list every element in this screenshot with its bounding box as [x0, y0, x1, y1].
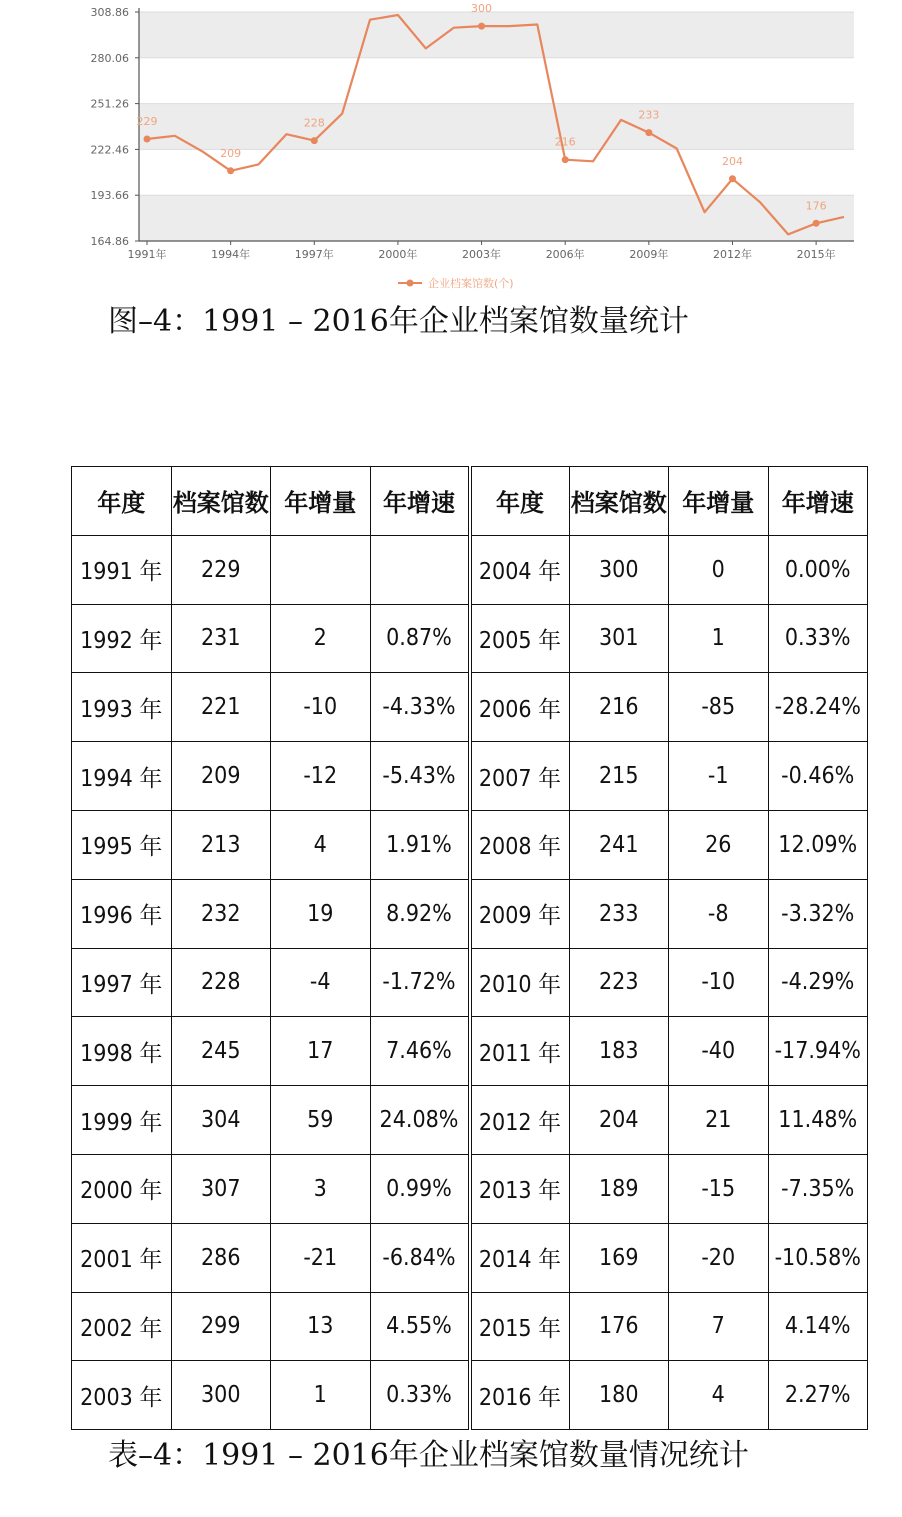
data-point: [144, 135, 151, 142]
table-cell: 215: [569, 742, 669, 811]
table-cell: 2004 年: [470, 535, 570, 604]
table-cell: 8.92%: [370, 879, 470, 948]
table-cell: 304: [171, 1086, 271, 1155]
table-cell: 0.00%: [768, 535, 868, 604]
table-cell: 19: [271, 879, 371, 948]
table-cell: 2012 年: [470, 1086, 570, 1155]
table-cell: 1998 年: [72, 1017, 172, 1086]
table-cell: 2014 年: [470, 1223, 570, 1292]
table-cell: 180: [569, 1361, 669, 1430]
x-tick-label: 2006年: [545, 248, 585, 261]
table-cell: -10: [669, 948, 769, 1017]
table-cell: 241: [569, 810, 669, 879]
table-row: [72, 1361, 868, 1430]
table-cell: -7.35%: [768, 1154, 868, 1223]
grid-band: [139, 195, 854, 241]
y-tick-label: 164.86: [90, 235, 129, 248]
data-point: [311, 137, 318, 144]
column-header: 档案馆数: [569, 467, 669, 536]
y-tick-label: 308.86: [90, 6, 129, 19]
table-cell: 4: [271, 810, 371, 879]
table-cell: 26: [669, 810, 769, 879]
table-cell: -3.32%: [768, 879, 868, 948]
line-chart: [0, 0, 902, 295]
table-cell: 307: [171, 1154, 271, 1223]
data-point: [729, 175, 736, 182]
table-cell: 2015 年: [470, 1292, 570, 1361]
table-row: [72, 1017, 868, 1086]
table-cell: 2006 年: [470, 673, 570, 742]
column-header: 年增量: [669, 467, 769, 536]
x-tick-label: 2000年: [378, 248, 418, 261]
data-label: 176: [805, 199, 827, 213]
table-cell: -10: [271, 673, 371, 742]
table-cell: 223: [569, 948, 669, 1017]
x-tick-label: 2003年: [462, 248, 502, 261]
column-header: 年度: [470, 467, 570, 536]
table-cell: 11.48%: [768, 1086, 868, 1155]
data-label: 233: [638, 108, 660, 122]
table-cell: 1992 年: [72, 604, 172, 673]
data-label: 204: [721, 154, 743, 168]
table-cell: -21: [271, 1223, 371, 1292]
table-cell: [271, 535, 371, 604]
legend-label: 企业档案馆数(个): [428, 277, 514, 290]
table-body: [72, 535, 868, 1429]
table-cell: 4.14%: [768, 1292, 868, 1361]
table-row: [72, 879, 868, 948]
column-header: 年增速: [768, 467, 868, 536]
table-cell: -4.29%: [768, 948, 868, 1017]
table-cell: -10.58%: [768, 1223, 868, 1292]
column-header: 年度: [72, 467, 172, 536]
table-row: [72, 535, 868, 604]
table-cell: 286: [171, 1223, 271, 1292]
table-cell: 2001 年: [72, 1223, 172, 1292]
table-cell: 1995 年: [72, 810, 172, 879]
table-cell: 12.09%: [768, 810, 868, 879]
data-label: 300: [471, 2, 493, 16]
table-row: [72, 742, 868, 811]
table-row: [72, 1154, 868, 1223]
x-tick-label: 1994年: [211, 248, 251, 261]
statistics-table: [71, 466, 868, 1430]
table-cell: 2: [271, 604, 371, 673]
table-cell: -40: [669, 1017, 769, 1086]
table-cell: 2013 年: [470, 1154, 570, 1223]
table-cell: 2010 年: [470, 948, 570, 1017]
data-label: 228: [303, 116, 325, 130]
table-cell: 221: [171, 673, 271, 742]
x-tick-label: 1991年: [127, 248, 167, 261]
table-cell: 2011 年: [470, 1017, 570, 1086]
table-cell: 4: [669, 1361, 769, 1430]
table-row: [72, 810, 868, 879]
table-cell: 2009 年: [470, 879, 570, 948]
table-cell: 1997 年: [72, 948, 172, 1017]
table-cell: 2003 年: [72, 1361, 172, 1430]
table-cell: 2000 年: [72, 1154, 172, 1223]
table-cell: 1996 年: [72, 879, 172, 948]
x-tick-label: 2009年: [629, 248, 669, 261]
table-cell: -12: [271, 742, 371, 811]
table-cell: 0.33%: [370, 1361, 470, 1430]
table-cell: 300: [569, 535, 669, 604]
x-tick-label: 2012年: [712, 248, 752, 261]
table-cell: 13: [271, 1292, 371, 1361]
table-cell: 183: [569, 1017, 669, 1086]
table-cell: 216: [569, 673, 669, 742]
table-cell: [370, 535, 470, 604]
table-cell: -1: [669, 742, 769, 811]
table-cell: 1: [669, 604, 769, 673]
table-cell: 1991 年: [72, 535, 172, 604]
table-row: [72, 1223, 868, 1292]
table-cell: -5.43%: [370, 742, 470, 811]
table-cell: -17.94%: [768, 1017, 868, 1086]
data-label: 229: [136, 114, 158, 128]
table-cell: 7.46%: [370, 1017, 470, 1086]
table-cell: 299: [171, 1292, 271, 1361]
table-cell: 7: [669, 1292, 769, 1361]
table-row: [72, 604, 868, 673]
y-tick-label: 280.06: [90, 51, 129, 65]
table-cell: 229: [171, 535, 271, 604]
legend-marker: [407, 280, 414, 287]
table-cell: -0.46%: [768, 742, 868, 811]
table-caption: 表–4：1991 – 2016年企业档案馆数量情况统计: [108, 1438, 749, 1473]
table-cell: 2016 年: [470, 1361, 570, 1430]
table-cell: 231: [171, 604, 271, 673]
grid-band: [136, 104, 854, 150]
table-cell: 59: [271, 1086, 371, 1155]
data-point: [813, 220, 820, 227]
table-cell: 232: [171, 879, 271, 948]
y-tick-label: 222.46: [90, 143, 129, 157]
table-cell: 300: [171, 1361, 271, 1430]
table-cell: 0.99%: [370, 1154, 470, 1223]
table-cell: 24.08%: [370, 1086, 470, 1155]
table-cell: 204: [569, 1086, 669, 1155]
table-cell: -6.84%: [370, 1223, 470, 1292]
table-cell: 189: [569, 1154, 669, 1223]
table-cell: 0: [669, 535, 769, 604]
table-cell: 21: [669, 1086, 769, 1155]
table-cell: 2008 年: [470, 810, 570, 879]
table-row: [72, 1086, 868, 1155]
table-cell: 4.55%: [370, 1292, 470, 1361]
table-cell: 209: [171, 742, 271, 811]
column-header: 年增量: [271, 467, 371, 536]
table-cell: 2005 年: [470, 604, 570, 673]
table-cell: 3: [271, 1154, 371, 1223]
data-point: [562, 156, 569, 163]
data-label: 216: [554, 135, 576, 149]
column-header: 年增速: [370, 467, 470, 536]
y-tick-label: 193.66: [90, 189, 129, 203]
table-cell: 1993 年: [72, 673, 172, 742]
data-point: [227, 167, 234, 174]
table-cell: -4: [271, 948, 371, 1017]
table-cell: 1: [271, 1361, 371, 1430]
data-point: [478, 23, 485, 30]
table-cell: 213: [171, 810, 271, 879]
table-header-row: [72, 467, 868, 536]
table-row: [72, 1292, 868, 1361]
data-point: [645, 129, 652, 136]
table-cell: -15: [669, 1154, 769, 1223]
table-cell: -1.72%: [370, 948, 470, 1017]
table-cell: -85: [669, 673, 769, 742]
table-cell: 228: [171, 948, 271, 1017]
table-cell: -8: [669, 879, 769, 948]
table-cell: 1.91%: [370, 810, 470, 879]
data-label: 209: [220, 146, 242, 160]
table-cell: 2007 年: [470, 742, 570, 811]
table-cell: -28.24%: [768, 673, 868, 742]
x-tick-label: 1997年: [294, 248, 334, 261]
table-cell: 0.33%: [768, 604, 868, 673]
table-cell: 1999 年: [72, 1086, 172, 1155]
table-cell: 176: [569, 1292, 669, 1361]
table-cell: 301: [569, 604, 669, 673]
table-cell: 233: [569, 879, 669, 948]
y-tick-label: 251.26: [90, 97, 129, 111]
table-cell: 2002 年: [72, 1292, 172, 1361]
table-row: [72, 673, 868, 742]
table-cell: -4.33%: [370, 673, 470, 742]
column-header: 档案馆数: [171, 467, 271, 536]
table-cell: 0.87%: [370, 604, 470, 673]
table-cell: -20: [669, 1223, 769, 1292]
table-cell: 1994 年: [72, 742, 172, 811]
table-cell: 17: [271, 1017, 371, 1086]
table-cell: 245: [171, 1017, 271, 1086]
table-row: [72, 948, 868, 1017]
x-tick-label: 2015年: [796, 248, 836, 261]
grid-band: [139, 12, 854, 58]
figure-caption: 图–4：1991 – 2016年企业档案馆数量统计: [108, 304, 689, 339]
table-cell: 169: [569, 1223, 669, 1292]
table-cell: 2.27%: [768, 1361, 868, 1430]
